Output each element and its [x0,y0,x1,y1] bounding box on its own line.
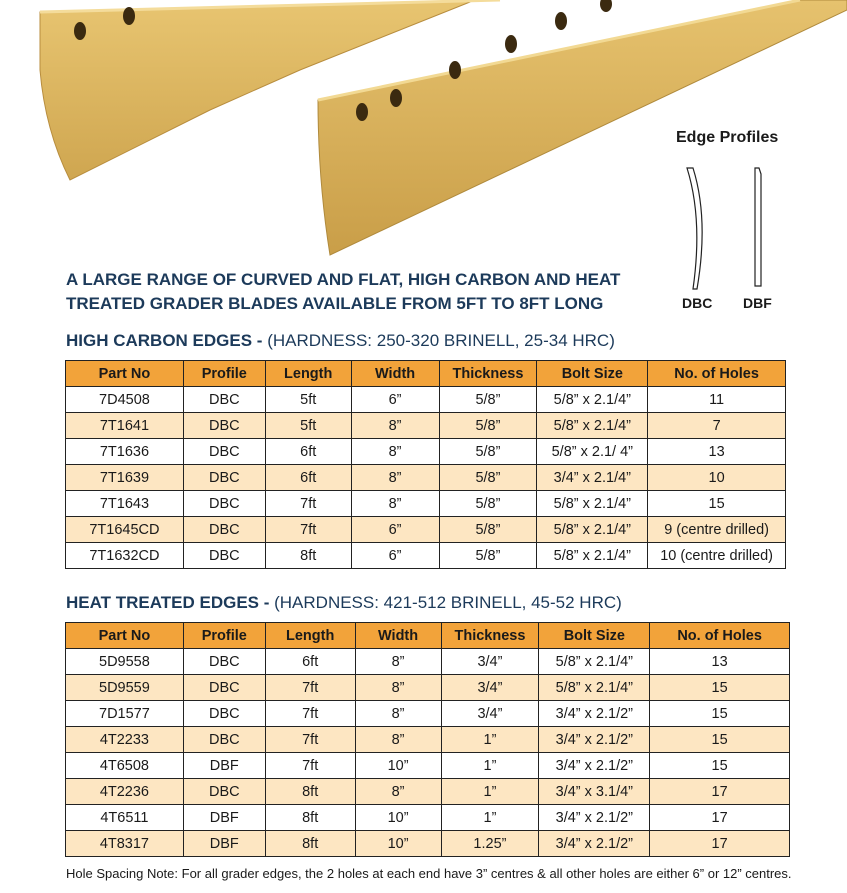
table-cell: 8” [351,465,439,491]
table-cell: 3/4” x 2.1/2” [539,805,650,831]
table-cell: 6ft [265,439,351,465]
table-cell: 7D1577 [66,701,184,727]
table-cell: 10” [355,831,441,857]
table-cell: DBF [183,753,265,779]
table-cell: 8ft [265,831,355,857]
dbc-profile-diagram [683,164,713,294]
table-header-row [66,623,790,649]
table-row [66,387,786,413]
table-cell: DBC [183,387,265,413]
table-row [66,727,790,753]
table-cell: 5/8” [439,439,537,465]
headline-line-2: TREATED GRADER BLADES AVAILABLE FROM 5FT TO 8FT LONG [66,294,604,313]
table-cell: 7ft [265,517,351,543]
high-carbon-title-bold: HIGH CARBON EDGES - [66,331,268,350]
column-header: Bolt Size [537,361,648,387]
table-cell: 8” [351,491,439,517]
table-cell: DBC [183,779,265,805]
table-cell: 1.25” [441,831,539,857]
table-cell: 6” [351,543,439,569]
table-cell: 8” [355,727,441,753]
table-cell: 8ft [265,779,355,805]
table-cell: 13 [650,649,790,675]
table-cell: 8” [355,701,441,727]
high-carbon-title-rest: (HARDNESS: 250-320 BRINELL, 25-34 HRC) [267,331,615,350]
table-row [66,517,786,543]
table-row [66,753,790,779]
table-cell: 8” [351,439,439,465]
table-cell: 5/8” x 2.1/4” [539,649,650,675]
table-row [66,831,790,857]
table-cell: 10” [355,753,441,779]
table-cell: 5/8” [439,517,537,543]
table-cell: 7T1639 [66,465,184,491]
table-row [66,701,790,727]
table-cell: 4T2233 [66,727,184,753]
table-header-row [66,361,786,387]
table-cell: 3/4” [441,649,539,675]
heat-treated-title-bold: HEAT TREATED EDGES - [66,593,275,612]
column-header: Length [265,623,355,649]
table-cell: 8” [355,779,441,805]
table-cell: 5/8” [439,413,537,439]
dbc-label: DBC [682,295,713,311]
table-cell: 7ft [265,701,355,727]
table-cell: 17 [650,805,790,831]
table-cell: 5/8” x 2.1/ 4” [537,439,648,465]
table-row [66,491,786,517]
table-cell: 7ft [265,727,355,753]
table-cell: 3/4” x 2.1/2” [539,831,650,857]
table-cell: DBC [183,675,265,701]
table-cell: 7ft [265,491,351,517]
table-cell: 5/8” x 2.1/4” [539,675,650,701]
column-header: Thickness [439,361,537,387]
table-cell: 7T1643 [66,491,184,517]
table-cell: 5D9559 [66,675,184,701]
table-cell: 7D4508 [66,387,184,413]
table-cell: 15 [650,675,790,701]
column-header: Profile [183,623,265,649]
table-cell: 5/8” [439,491,537,517]
headline-line-1: A LARGE RANGE OF CURVED AND FLAT, HIGH CARBON AND HEAT [66,270,621,289]
table-cell: 15 [650,727,790,753]
table-cell: DBC [183,517,265,543]
table-row [66,543,786,569]
table-cell: 4T6511 [66,805,184,831]
table-cell: 4T8317 [66,831,184,857]
table-cell: 5/8” x 2.1/4” [537,517,648,543]
high-carbon-table [65,360,786,569]
table-cell: DBC [183,727,265,753]
table-cell: 17 [650,831,790,857]
column-header: Part No [66,623,184,649]
headline [66,268,666,316]
table-cell: 3/4” [441,675,539,701]
table-cell: 6” [351,517,439,543]
table-cell: 1” [441,805,539,831]
table-row [66,805,790,831]
table-cell: 7ft [265,675,355,701]
table-cell: DBC [183,543,265,569]
table-cell: 5D9558 [66,649,184,675]
heat-treated-table [65,622,790,857]
hole-spacing-note: Hole Spacing Note: For all grader edges, the 2 holes at each end have 3” centres & all other holes are either 6” or 12” centres. [66,866,792,881]
edge-profiles-title: Edge Profiles [676,129,779,146]
table-row [66,465,786,491]
table-cell: DBC [183,491,265,517]
table-cell: 5/8” x 2.1/4” [537,491,648,517]
table-row [66,413,786,439]
table-cell: DBC [183,649,265,675]
table-cell: 9 (centre drilled) [648,517,786,543]
column-header: No. of Holes [650,623,790,649]
heat-treated-title [66,593,622,613]
table-cell: 7T1641 [66,413,184,439]
column-header: Bolt Size [539,623,650,649]
column-header: No. of Holes [648,361,786,387]
column-header: Part No [66,361,184,387]
table-cell: DBC [183,701,265,727]
table-cell: 5ft [265,387,351,413]
table-cell: 15 [650,701,790,727]
table-cell: DBF [183,831,265,857]
table-cell: 3/4” x 2.1/2” [539,701,650,727]
table-cell: 8” [351,413,439,439]
table-cell: 5ft [265,413,351,439]
table-cell: 5/8” [439,465,537,491]
table-cell: 3/4” x 2.1/2” [539,753,650,779]
dbf-label: DBF [743,295,772,311]
table-cell: 3/4” x 2.1/2” [539,727,650,753]
table-cell: 1” [441,779,539,805]
table-cell: DBC [183,413,265,439]
table-cell: 10 (centre drilled) [648,543,786,569]
table-cell: 6ft [265,649,355,675]
column-header: Thickness [441,623,539,649]
heat-treated-title-rest: (HARDNESS: 421-512 BRINELL, 45-52 HRC) [274,593,622,612]
table-cell: 5/8” x 2.1/4” [537,413,648,439]
table-cell: 8ft [265,805,355,831]
table-cell: 13 [648,439,786,465]
table-cell: 7 [648,413,786,439]
table-cell: 7T1645CD [66,517,184,543]
table-cell: 15 [648,491,786,517]
table-cell: 7ft [265,753,355,779]
table-cell: 5/8” [439,387,537,413]
table-row [66,779,790,805]
column-header: Profile [183,361,265,387]
table-row [66,439,786,465]
table-row [66,649,790,675]
table-cell: 5/8” [439,543,537,569]
high-carbon-title [66,331,615,351]
table-cell: 7T1632CD [66,543,184,569]
table-cell: 4T6508 [66,753,184,779]
table-cell: 3/4” x 3.1/4” [539,779,650,805]
table-cell: 3/4” [441,701,539,727]
table-cell: DBF [183,805,265,831]
table-cell: 15 [650,753,790,779]
table-cell: 11 [648,387,786,413]
table-row [66,675,790,701]
table-cell: 5/8” x 2.1/4” [537,387,648,413]
table-cell: 7T1636 [66,439,184,465]
table-cell: 8ft [265,543,351,569]
column-header: Width [351,361,439,387]
table-cell: 8” [355,675,441,701]
table-cell: 17 [650,779,790,805]
table-cell: DBC [183,439,265,465]
table-cell: 6ft [265,465,351,491]
table-cell: 8” [355,649,441,675]
column-header: Width [355,623,441,649]
table-cell: 10” [355,805,441,831]
table-cell: 1” [441,727,539,753]
table-cell: DBC [183,465,265,491]
table-cell: 10 [648,465,786,491]
table-cell: 4T2236 [66,779,184,805]
table-cell: 1” [441,753,539,779]
table-cell: 5/8” x 2.1/4” [537,543,648,569]
table-cell: 3/4” x 2.1/4” [537,465,648,491]
column-header: Length [265,361,351,387]
table-cell: 6” [351,387,439,413]
dbf-profile-diagram [750,164,770,294]
